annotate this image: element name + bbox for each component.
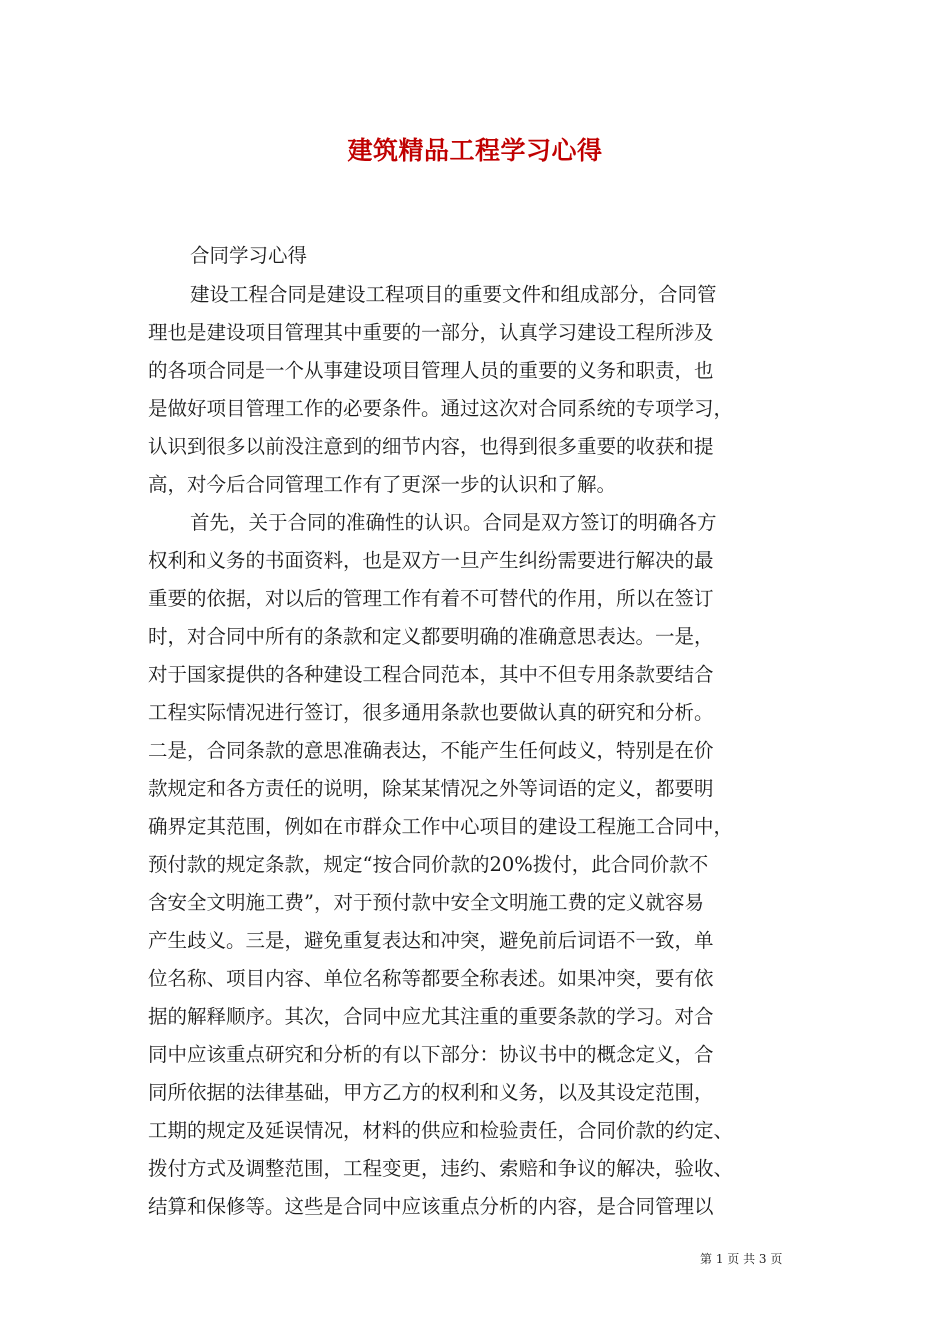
body-line: 工程实际情况进行签订，很多通用条款也要做认真的研究和分析。 <box>148 701 714 724</box>
body-line: 据的解释顺序。其次，合同中应尤其注重的重要条款的学习。对合 <box>148 1005 714 1028</box>
body-line: 含安全文明施工费”，对于预付款中安全文明施工费的定义就容易 <box>148 891 704 914</box>
body-line: 同中应该重点研究和分析的有以下部分：协议书中的概念定义，合 <box>148 1043 714 1066</box>
body-line: 二是，合同条款的意思准确表达，不能产生任何歧义，特别是在价 <box>148 739 714 762</box>
body-line: 的各项合同是一个从事建设项目管理人员的重要的义务和职责，也 <box>148 359 714 382</box>
body-line: 结算和保修等。这些是合同中应该重点分析的内容，是合同管理以 <box>148 1195 714 1218</box>
body-line: 确界定其范围，例如在市群众工作中心项目的建设工程施工合同中， <box>148 815 734 838</box>
body-line: 同所依据的法律基础，甲方乙方的权利和义务，以及其设定范围， <box>148 1081 714 1104</box>
document-title: 建筑精品工程学习心得 <box>347 136 603 165</box>
body-line: 预付款的规定条款，规定“按合同价款的20%拨付，此合同价款不 <box>148 853 709 876</box>
body-line: 时，对合同中所有的条款和定义都要明确的准确意思表达。一是， <box>148 625 714 648</box>
page-number: 第 1 页 共 3 页 <box>700 1252 783 1266</box>
body-line: 权利和义务的书面资料，也是双方一旦产生纠纷需要进行解决的最 <box>148 549 714 572</box>
body-line: 对于国家提供的各种建设工程合同范本，其中不但专用条款要结合 <box>148 663 714 686</box>
body-line: 拨付方式及调整范围，工程变更，违约、索赔和争议的解决，验收、 <box>148 1157 734 1180</box>
body-line: 工期的规定及延误情况，材料的供应和检验责任，合同价款的约定、 <box>148 1119 734 1142</box>
section-heading: 合同学习心得 <box>190 244 308 267</box>
body-line: 认识到很多以前没注意到的细节内容，也得到很多重要的收获和提 <box>148 435 714 458</box>
body-line: 产生歧义。三是，避免重复表达和冲突，避免前后词语不一致，单 <box>148 929 714 952</box>
body-line: 重要的依据，对以后的管理工作有着不可替代的作用，所以在签订 <box>148 587 714 610</box>
body-line: 高，对今后合同管理工作有了更深一步的认识和了解。 <box>148 473 617 496</box>
body-line: 款规定和各方责任的说明，除某某情况之外等词语的定义，都要明 <box>148 777 714 800</box>
body-line: 首先，关于合同的准确性的认识。合同是双方签订的明确各方 <box>190 511 717 534</box>
body-line: 理也是建设项目管理其中重要的一部分，认真学习建设工程所涉及 <box>148 321 714 344</box>
body-line: 建设工程合同是建设工程项目的重要文件和组成部分，合同管 <box>190 283 717 306</box>
body-line: 是做好项目管理工作的必要条件。通过这次对合同系统的专项学习， <box>148 397 734 420</box>
body-line: 位名称、项目内容、单位名称等都要全称表述。如果冲突，要有依 <box>148 967 714 990</box>
